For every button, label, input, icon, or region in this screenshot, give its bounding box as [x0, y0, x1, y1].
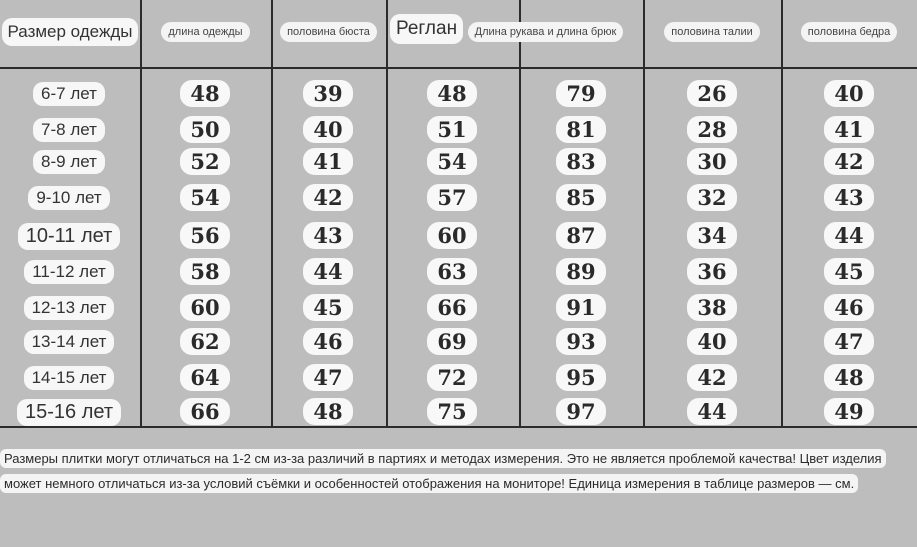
cell-sleeve-pants [536, 116, 626, 143]
cell-value: 43 [824, 184, 874, 211]
cell-value: 50 [180, 116, 230, 143]
header-half-bust [271, 16, 386, 48]
row-size-label [5, 80, 133, 108]
disclaimer-text: Размеры плитки могут отличаться на 1-2 см из-за различий в партиях и методах измерения. Это не является проблемой качества! Цвет изделия может немного отличаться из-за условий съёмки и особенностей отображения на мониторе! Единица измерения в таблице размеров — см. [0, 449, 886, 493]
header-divider [0, 67, 917, 69]
cell-length [160, 80, 250, 107]
column-divider [386, 0, 388, 428]
cell-value: 63 [427, 258, 477, 285]
cell-value: 66 [180, 398, 230, 425]
cell-half-bust [283, 184, 373, 211]
column-divider [643, 0, 645, 428]
cell-half-bust [283, 398, 373, 425]
cell-value: 57 [427, 184, 477, 211]
size-value: 13-14 лет [24, 330, 115, 354]
size-value: 12-13 лет [24, 296, 115, 320]
cell-reglan [407, 328, 497, 355]
cell-value: 49 [824, 398, 874, 425]
row-size-label [5, 222, 133, 250]
cell-reglan [407, 398, 497, 425]
cell-length [160, 222, 250, 249]
cell-sleeve-pants [536, 294, 626, 321]
size-value: 10-11 лет [18, 223, 121, 250]
cell-length [160, 364, 250, 391]
row-size-label [5, 364, 133, 392]
row-size-label [5, 184, 133, 212]
cell-value: 44 [303, 258, 353, 285]
cell-value: 32 [687, 184, 737, 211]
cell-half-hip [804, 258, 894, 285]
cell-value: 40 [824, 80, 874, 107]
cell-half-hip [804, 184, 894, 211]
cell-reglan [407, 222, 497, 249]
cell-half-waist [667, 116, 757, 143]
cell-value: 46 [303, 328, 353, 355]
cell-half-hip [804, 328, 894, 355]
cell-value: 54 [427, 148, 477, 175]
size-value: 9-10 лет [28, 186, 109, 210]
cell-length [160, 116, 250, 143]
row-size-label [5, 398, 133, 426]
cell-value: 42 [824, 148, 874, 175]
header-size-label: Размер одежды [2, 18, 139, 46]
cell-value: 40 [303, 116, 353, 143]
cell-value: 69 [427, 328, 477, 355]
table-bottom-border [0, 426, 917, 428]
size-value: 8-9 лет [33, 150, 105, 174]
cell-half-bust [283, 116, 373, 143]
cell-half-waist [667, 364, 757, 391]
cell-value: 48 [427, 80, 477, 107]
cell-half-waist [667, 222, 757, 249]
cell-value: 44 [824, 222, 874, 249]
cell-value: 44 [687, 398, 737, 425]
cell-value: 26 [687, 80, 737, 107]
row-size-label [5, 294, 133, 322]
cell-value: 48 [303, 398, 353, 425]
cell-value: 91 [556, 294, 606, 321]
column-divider [271, 0, 273, 428]
cell-half-bust [283, 294, 373, 321]
cell-value: 60 [427, 222, 477, 249]
cell-value: 46 [824, 294, 874, 321]
cell-half-hip [804, 80, 894, 107]
header-half-waist-label: половина талии [664, 22, 759, 42]
size-value: 11-12 лет [24, 260, 114, 284]
cell-half-waist [667, 80, 757, 107]
cell-value: 62 [180, 328, 230, 355]
cell-value: 95 [556, 364, 606, 391]
cell-value: 41 [824, 116, 874, 143]
cell-value: 58 [180, 258, 230, 285]
cell-value: 97 [556, 398, 606, 425]
cell-reglan [407, 80, 497, 107]
cell-value: 38 [687, 294, 737, 321]
cell-value: 48 [824, 364, 874, 391]
cell-value: 81 [556, 116, 606, 143]
cell-length [160, 398, 250, 425]
row-size-label [5, 148, 133, 176]
header-half-bust-label: половина бюста [280, 22, 377, 42]
cell-reglan [407, 258, 497, 285]
cell-sleeve-pants [536, 364, 626, 391]
cell-length [160, 294, 250, 321]
cell-value: 54 [180, 184, 230, 211]
row-size-label [5, 116, 133, 144]
column-divider [781, 0, 783, 428]
cell-sleeve-pants [536, 148, 626, 175]
cell-sleeve-pants [536, 328, 626, 355]
cell-half-hip [804, 222, 894, 249]
cell-value: 45 [824, 258, 874, 285]
cell-value: 48 [180, 80, 230, 107]
cell-reglan [407, 294, 497, 321]
cell-half-hip [804, 294, 894, 321]
cell-value: 42 [303, 184, 353, 211]
cell-half-hip [804, 364, 894, 391]
cell-value: 83 [556, 148, 606, 175]
cell-value: 51 [427, 116, 477, 143]
cell-value: 45 [303, 294, 353, 321]
cell-value: 36 [687, 258, 737, 285]
header-length-label: длина одежды [161, 22, 249, 42]
cell-sleeve-pants [536, 80, 626, 107]
cell-sleeve-pants [536, 184, 626, 211]
header-length [140, 16, 271, 48]
cell-value: 47 [824, 328, 874, 355]
cell-reglan [407, 116, 497, 143]
cell-half-hip [804, 398, 894, 425]
cell-sleeve-pants [536, 258, 626, 285]
size-value: 6-7 лет [33, 82, 105, 106]
cell-value: 41 [303, 148, 353, 175]
cell-value: 75 [427, 398, 477, 425]
cell-half-bust [283, 258, 373, 285]
size-value: 14-15 лет [24, 366, 115, 390]
header-reglan-label: Реглан [396, 18, 458, 39]
cell-value: 42 [687, 364, 737, 391]
cell-value: 30 [687, 148, 737, 175]
cell-half-waist [667, 148, 757, 175]
cell-value: 89 [556, 258, 606, 285]
cell-value: 34 [687, 222, 737, 249]
cell-value: 60 [180, 294, 230, 321]
cell-half-bust [283, 328, 373, 355]
cell-length [160, 148, 250, 175]
cell-half-bust [283, 222, 373, 249]
cell-value: 66 [427, 294, 477, 321]
row-size-label [5, 258, 133, 286]
cell-value: 72 [427, 364, 477, 391]
header-sleeve-pants-label: Длина рукава и длина брюк [468, 22, 624, 42]
cell-value: 43 [303, 222, 353, 249]
cell-value: 93 [556, 328, 606, 355]
header-size [0, 16, 140, 48]
cell-half-waist [667, 328, 757, 355]
cell-value: 47 [303, 364, 353, 391]
cell-value: 87 [556, 222, 606, 249]
cell-value: 56 [180, 222, 230, 249]
cell-length [160, 328, 250, 355]
cell-value: 52 [180, 148, 230, 175]
cell-length [160, 258, 250, 285]
size-value: 15-16 лет [17, 399, 121, 426]
cell-half-waist [667, 398, 757, 425]
header-half-hip [781, 16, 917, 48]
cell-value: 28 [687, 116, 737, 143]
cell-value: 40 [687, 328, 737, 355]
cell-half-bust [283, 80, 373, 107]
cell-reglan [407, 184, 497, 211]
header-sleeve-pants [448, 16, 643, 48]
cell-value: 39 [303, 80, 353, 107]
cell-value: 64 [180, 364, 230, 391]
disclaimer-note [0, 446, 900, 496]
cell-half-bust [283, 364, 373, 391]
cell-reglan [407, 148, 497, 175]
cell-half-waist [667, 258, 757, 285]
cell-half-hip [804, 116, 894, 143]
cell-reglan [407, 364, 497, 391]
cell-value: 79 [556, 80, 606, 107]
cell-length [160, 184, 250, 211]
header-half-waist [643, 16, 781, 48]
column-divider [140, 0, 142, 428]
header-half-hip-label: половина бедра [801, 22, 897, 42]
cell-half-bust [283, 148, 373, 175]
row-size-label [5, 328, 133, 356]
cell-half-waist [667, 294, 757, 321]
cell-sleeve-pants [536, 222, 626, 249]
cell-value: 85 [556, 184, 606, 211]
cell-half-hip [804, 148, 894, 175]
column-divider [519, 0, 521, 428]
cell-half-waist [667, 184, 757, 211]
cell-sleeve-pants [536, 398, 626, 425]
size-value: 7-8 лет [33, 118, 105, 142]
